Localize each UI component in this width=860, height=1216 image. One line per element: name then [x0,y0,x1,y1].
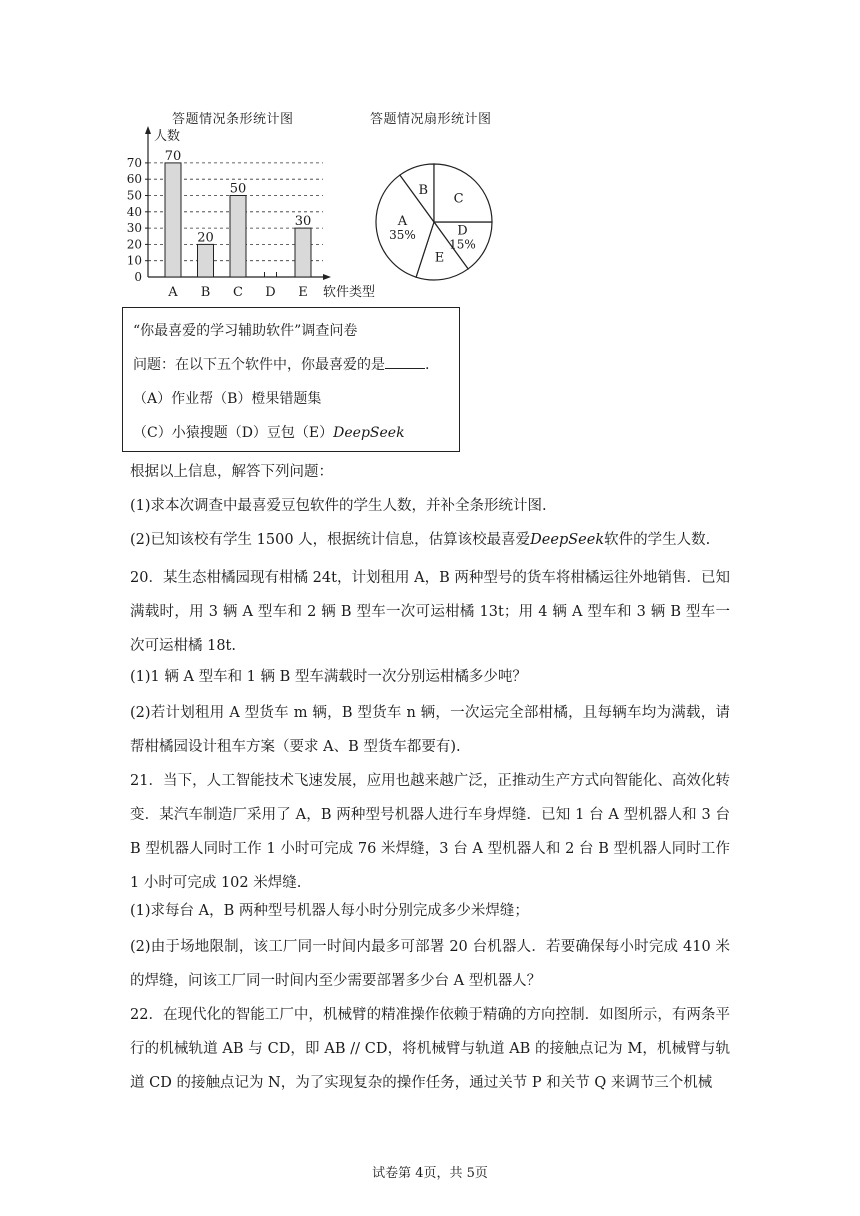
y-tick-label: 30 [126,221,142,236]
bar-value-label: 50 [229,181,247,197]
bar-b [198,244,214,277]
y-tick-label: 50 [126,188,142,203]
options-text: （C）小猿搜题（D）豆包（E） [133,425,334,441]
q21-part1: (1)求每台 A，B 两种型号机器人每小时分别完成多少米焊缝； [130,903,529,919]
x-tick-label: D [265,285,276,300]
q19-part2-text: (2)已知该校有学生 1500 人，根据统计信息，估算该校最喜爱 [130,532,531,548]
options-line-1: （A）作业帮（B）橙果错题集 [133,391,322,407]
pie-chart-title: 答题情况扇形统计图 [370,112,492,127]
pie-label-a: A [397,213,408,229]
q19-part2-end: 软件的学生人数. [604,532,711,548]
y-tick-label: 0 [134,270,142,284]
pie-label-d: D [457,223,468,239]
x-axis-arrow [323,274,331,280]
y-tick-label: 40 [126,204,142,219]
bar-chart-title: 答题情况条形统计图 [172,112,294,127]
bar-value-label: 30 [294,214,312,230]
bar-value-label: 20 [197,230,214,246]
q21-stem: 21．当下，人工智能技术飞速发展，应用也越来越广泛，正推动生产方式向智能化、高效化转变．某汽车制造厂采用了 A，B 两种型号机器人进行车身焊缝．已知 1 台 A 型机器人和 3 台 B 型机器人同时工作 1 小时可完成 76 米焊缝，3 台 A 型机器人和 2 台 B 型机器人同时工作 1 小时可完成 102 米焊缝. [130,773,730,891]
bar-a [165,163,181,277]
page-footer: 试卷第 4页，共 5页 [372,1166,488,1181]
y-axis-arrow [145,126,151,134]
q19-part2 [130,525,730,556]
x-axis-label: 软件类型 [323,285,376,300]
q19-deepseek: DeepSeek [530,532,605,548]
x-tick-label: E [298,285,308,300]
pie-chart [370,160,502,284]
q20-part1: (1)1 辆 A 型车和 1 辆 B 型车满载时一次分别运柑橘多少吨？ [130,669,527,685]
q20-part2: (2)若计划租用 A 型货车 m 辆，B 型货车 n 辆，一次运完全部柑橘，且每辆车均为满载，请帮柑橘园设计租车方案（要求 A、B 型货车都要有). [130,705,730,755]
q21-part2: (2)由于场地限制，该工厂同一时间内最多可部署 20 台机器人．若要确保每小时完成 410 米的焊缝，问该工厂同一时间内至少需要部署多少台 A 型机器人？ [130,939,730,989]
q20-stem: 20．某生态柑橘园现有柑橘 24t，计划租用 A，B 两种型号的货车将柑橘运往外地销售．已知满载时，用 3 辆 A 型车和 2 辆 B 型车一次可运柑橘 13t；用 4 辆 A 型车和 3 辆 B 型车一次可运柑橘 18t. [130,570,730,654]
pie-label-b: B [418,182,429,198]
bar-e [295,228,311,277]
pie-label-e: E [434,250,445,266]
pie-percent-a: 35% [389,227,416,242]
x-tick-label: C [233,285,243,300]
x-tick-label: B [200,285,211,300]
bar-chart [118,124,388,304]
question-text: 问题：在以下五个软件中，你最喜爱的是 [133,357,385,373]
question-end: . [425,357,430,373]
x-tick-label: A [168,285,178,300]
q19-part1: (1)求本次调查中最喜爱豆包软件的学生人数，并补全条形统计图. [130,498,547,514]
pie-percent-d: 15% [449,237,476,252]
answer-blank [385,355,425,369]
y-tick-label: 60 [126,172,142,187]
questionnaire-question [133,354,429,374]
bar-c [230,196,246,278]
y-tick-label: 10 [126,253,142,268]
questionnaire-box [122,307,460,452]
pie-label-c: C [453,191,464,207]
y-tick-label: 20 [126,237,142,252]
y-axis-label: 人数 [154,129,181,144]
q22-stem: 22．在现代化的智能工厂中，机械臂的精准操作依赖于精确的方向控制．如图所示，有两条平行的机械轨道 AB 与 CD，即 AB // CD，将机械臂与轨道 AB 的接触点记为 M，机械臂与轨道 CD 的接触点记为 N，为了实现复杂的操作任务，通过关节 P 和关节 Q 来调节三个机械 [130,1007,730,1091]
option-deepseek: DeepSeek [333,425,405,441]
y-tick-label: 70 [126,155,142,170]
bar-value-label: 70 [164,148,182,164]
intro-text: 根据以上信息，解答下列问题： [130,464,333,480]
questionnaire-title: “你最喜爱的学习辅助软件”调查问卷 [133,323,358,339]
options-line-2 [133,422,405,442]
